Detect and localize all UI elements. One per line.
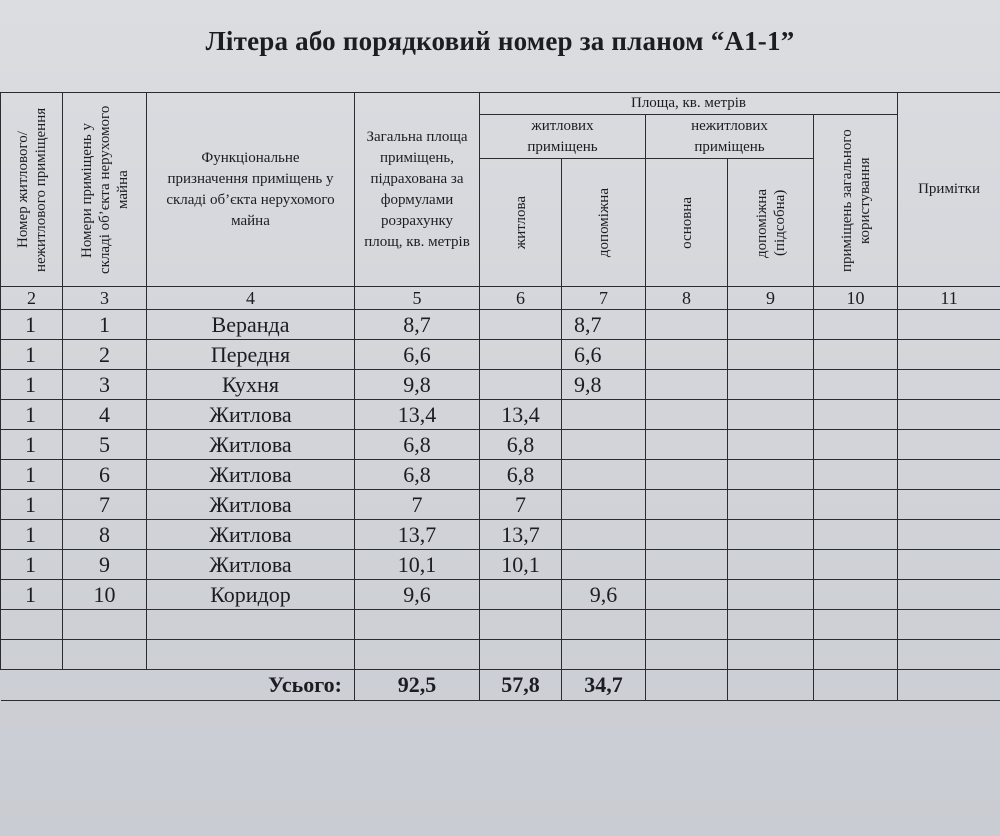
utility-area — [728, 550, 814, 580]
apartment-number: 1 — [1, 490, 63, 520]
column-number: 9 — [728, 287, 814, 310]
utility-area — [728, 430, 814, 460]
main-area — [646, 310, 728, 340]
notes — [898, 340, 1000, 370]
auxiliary-area: 9,6 — [562, 580, 646, 610]
empty-row — [1, 640, 1000, 670]
utility-area — [728, 310, 814, 340]
main-area — [646, 460, 728, 490]
table-row — [1, 550, 1000, 580]
apartment-number: 1 — [1, 310, 63, 340]
column-number-row — [1, 287, 1000, 310]
utility-area — [728, 490, 814, 520]
utility-area — [728, 460, 814, 490]
common-area — [814, 340, 898, 370]
auxiliary-area — [562, 490, 646, 520]
common-area — [814, 580, 898, 610]
document-title: Літера або порядковий номер за планом “А1-1” — [205, 26, 795, 56]
room-function: Веранда — [147, 310, 355, 340]
total-area: 6,8 — [355, 460, 480, 490]
room-number: 7 — [63, 490, 147, 520]
column-number: 6 — [480, 287, 562, 310]
common-area — [814, 490, 898, 520]
total-area: 13,4 — [355, 400, 480, 430]
table-row — [1, 370, 1000, 400]
utility-area — [728, 370, 814, 400]
notes — [898, 550, 1000, 580]
room-function: Житлова — [147, 550, 355, 580]
table-row — [1, 580, 1000, 610]
common-area — [814, 460, 898, 490]
total-area: 13,7 — [355, 520, 480, 550]
apartment-number: 1 — [1, 460, 63, 490]
living-area — [480, 580, 562, 610]
main-area — [646, 490, 728, 520]
room-function: Житлова — [147, 520, 355, 550]
room-function: Передня — [147, 340, 355, 370]
auxiliary-area — [562, 400, 646, 430]
header-living: житлова — [480, 159, 562, 287]
empty-row — [1, 610, 1000, 640]
living-area-sum: 57,8 — [480, 670, 562, 701]
living-area — [480, 340, 562, 370]
total-label: Усього: — [1, 670, 355, 701]
column-number: 8 — [646, 287, 728, 310]
header-residential-group: житлових приміщень — [480, 115, 646, 159]
column-number: 3 — [63, 287, 147, 310]
header-room-numbers: Номери приміщень у складі об’єкта нерухомого майна — [63, 93, 147, 287]
total-area: 7 — [355, 490, 480, 520]
apartment-number: 1 — [1, 370, 63, 400]
living-area: 13,7 — [480, 520, 562, 550]
header-auxiliary: допоміжна — [562, 159, 646, 287]
notes — [898, 580, 1000, 610]
table-row — [1, 430, 1000, 460]
column-number: 4 — [147, 287, 355, 310]
room-function: Житлова — [147, 460, 355, 490]
room-number: 10 — [63, 580, 147, 610]
main-area — [646, 580, 728, 610]
total-area: 9,8 — [355, 370, 480, 400]
room-function: Житлова — [147, 490, 355, 520]
main-area — [646, 370, 728, 400]
header-nonresidential-group: нежитлових приміщень — [646, 115, 814, 159]
utility-area — [728, 580, 814, 610]
notes — [898, 400, 1000, 430]
header-function: Функціональне призначення приміщень у складі об’єкта нерухомого майна — [147, 93, 355, 287]
living-area: 6,8 — [480, 430, 562, 460]
table-row — [1, 310, 1000, 340]
total-row — [1, 670, 1000, 701]
header-notes: Примітки — [898, 93, 1000, 287]
apartment-number: 1 — [1, 580, 63, 610]
room-number: 4 — [63, 400, 147, 430]
room-number: 8 — [63, 520, 147, 550]
column-number: 7 — [562, 287, 646, 310]
table-row — [1, 460, 1000, 490]
table-row — [1, 340, 1000, 370]
column-number: 10 — [814, 287, 898, 310]
total-area-sum: 92,5 — [355, 670, 480, 701]
common-area — [814, 520, 898, 550]
header-auxiliary-utility: допоміжна (підсобна) — [728, 159, 814, 287]
header-apartment-number: Номер житлового/ нежитлового приміщення — [1, 93, 63, 287]
utility-area — [728, 520, 814, 550]
column-number: 11 — [898, 287, 1000, 310]
total-area: 8,7 — [355, 310, 480, 340]
room-number: 5 — [63, 430, 147, 460]
notes — [898, 490, 1000, 520]
room-area-table — [0, 92, 1000, 701]
table-row — [1, 490, 1000, 520]
notes — [898, 430, 1000, 460]
auxiliary-area: 8,7 — [562, 310, 646, 340]
header-area-group: Площа, кв. метрів — [480, 93, 898, 115]
auxiliary-area — [562, 460, 646, 490]
room-function: Житлова — [147, 400, 355, 430]
column-number: 5 — [355, 287, 480, 310]
room-number: 2 — [63, 340, 147, 370]
living-area: 13,4 — [480, 400, 562, 430]
notes — [898, 460, 1000, 490]
header-total-area: Загальна площа приміщень, підрахована за формулами розрахунку площ, кв. метрів — [355, 93, 480, 287]
auxiliary-area — [562, 430, 646, 460]
auxiliary-area: 6,6 — [562, 340, 646, 370]
table-row — [1, 520, 1000, 550]
apartment-number: 1 — [1, 400, 63, 430]
room-number: 1 — [63, 310, 147, 340]
living-area: 10,1 — [480, 550, 562, 580]
main-area — [646, 550, 728, 580]
total-area: 9,6 — [355, 580, 480, 610]
living-area — [480, 310, 562, 340]
living-area: 7 — [480, 490, 562, 520]
main-area — [646, 430, 728, 460]
common-area — [814, 550, 898, 580]
apartment-number: 1 — [1, 430, 63, 460]
notes — [898, 370, 1000, 400]
main-area — [646, 400, 728, 430]
living-area — [480, 370, 562, 400]
total-area: 6,8 — [355, 430, 480, 460]
main-area — [646, 340, 728, 370]
auxiliary-area: 9,8 — [562, 370, 646, 400]
common-area — [814, 430, 898, 460]
column-number: 2 — [1, 287, 63, 310]
header-main: основна — [646, 159, 728, 287]
common-area — [814, 370, 898, 400]
apartment-number: 1 — [1, 550, 63, 580]
common-area — [814, 400, 898, 430]
utility-area — [728, 400, 814, 430]
apartment-number: 1 — [1, 340, 63, 370]
living-area: 6,8 — [480, 460, 562, 490]
total-area: 10,1 — [355, 550, 480, 580]
auxiliary-area — [562, 550, 646, 580]
common-area — [814, 310, 898, 340]
utility-area — [728, 340, 814, 370]
total-area: 6,6 — [355, 340, 480, 370]
room-number: 9 — [63, 550, 147, 580]
auxiliary-area-sum: 34,7 — [562, 670, 646, 701]
room-number: 3 — [63, 370, 147, 400]
room-function: Коридор — [147, 580, 355, 610]
room-function: Житлова — [147, 430, 355, 460]
room-number: 6 — [63, 460, 147, 490]
main-area — [646, 520, 728, 550]
table-row — [1, 400, 1000, 430]
room-function: Кухня — [147, 370, 355, 400]
room-area-table-wrapper — [0, 92, 1000, 701]
apartment-number: 1 — [1, 520, 63, 550]
notes — [898, 310, 1000, 340]
auxiliary-area — [562, 520, 646, 550]
notes — [898, 520, 1000, 550]
header-common-use: приміщень загального користування — [814, 115, 898, 287]
